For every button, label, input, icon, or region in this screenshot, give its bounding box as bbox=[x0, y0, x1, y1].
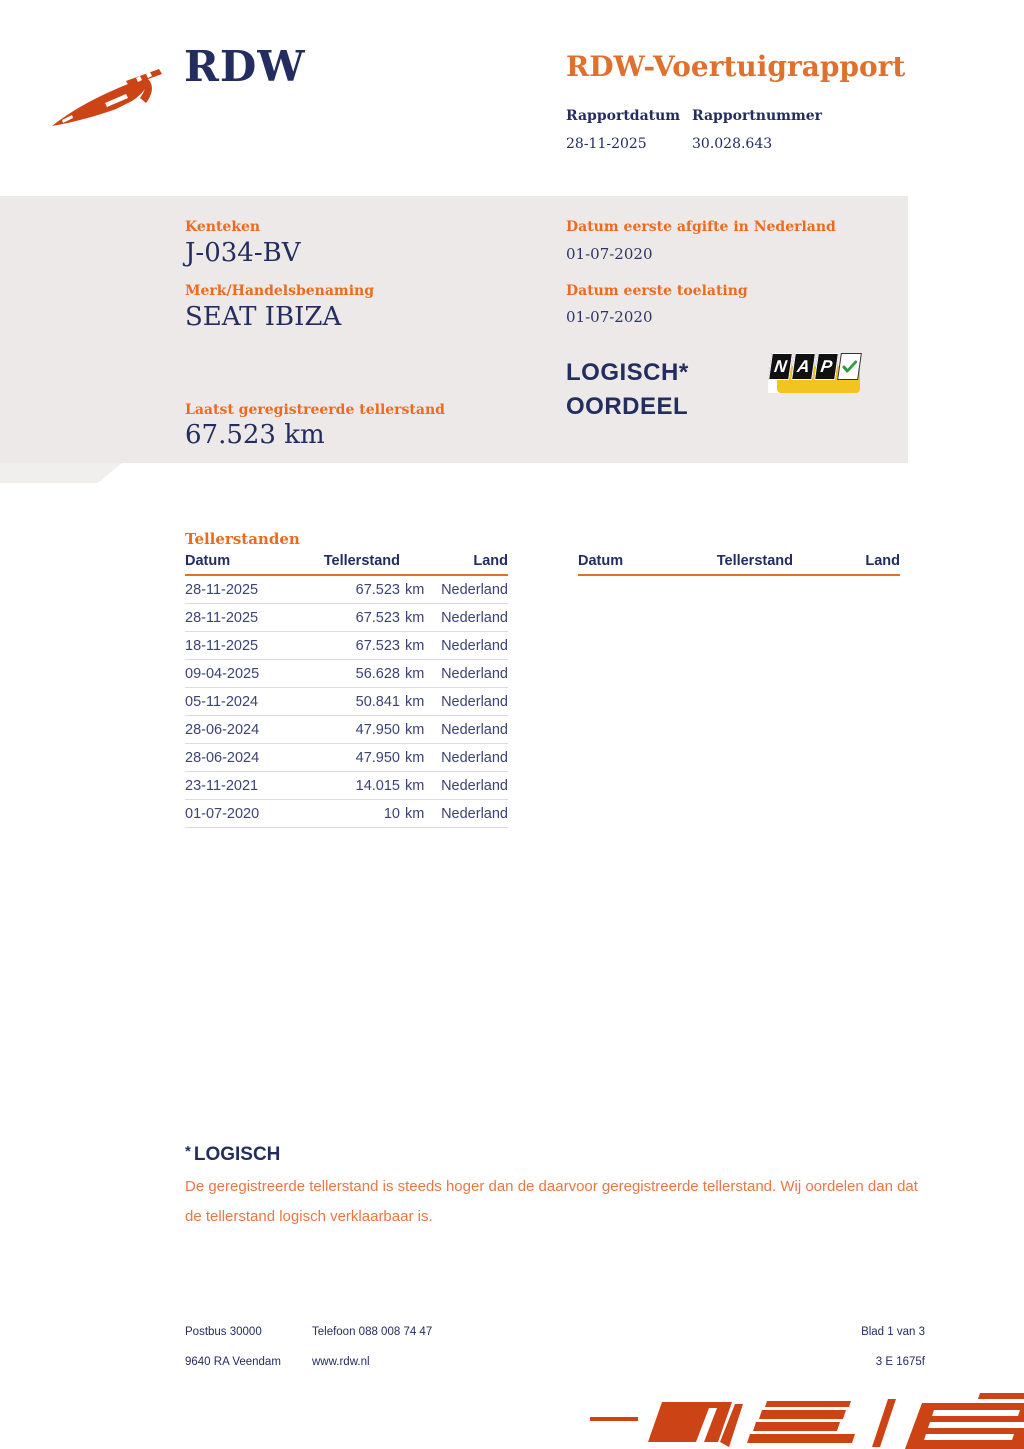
row-odometer-value: 67.523 bbox=[355, 609, 400, 626]
meter-table-row bbox=[185, 800, 508, 828]
meter-table-row bbox=[185, 716, 508, 744]
column-header-date: Datum bbox=[185, 553, 231, 569]
meter-table-header bbox=[185, 553, 508, 576]
first-issue-label: Datum eerste afgifte in Nederland bbox=[566, 219, 836, 235]
column-header-country: Land bbox=[473, 553, 508, 569]
first-issue-value: 01-07-2020 bbox=[566, 245, 653, 263]
row-country: Nederland bbox=[441, 581, 508, 598]
license-plate-label: Kenteken bbox=[185, 219, 261, 235]
meter-table-row bbox=[185, 632, 508, 660]
row-country: Nederland bbox=[441, 805, 508, 822]
row-odometer-unit: km bbox=[405, 721, 425, 738]
row-country: Nederland bbox=[441, 609, 508, 626]
nap-letter-p: P bbox=[814, 353, 839, 380]
column-header-date: Datum bbox=[578, 553, 624, 569]
row-odometer-unit: km bbox=[405, 805, 425, 822]
row-odometer-unit: km bbox=[405, 581, 425, 598]
column-header-value: Tellerstand bbox=[323, 553, 400, 569]
row-date: 28-06-2024 bbox=[185, 721, 260, 738]
row-date: 05-11-2024 bbox=[185, 693, 259, 710]
row-date: 23-11-2021 bbox=[185, 777, 259, 794]
row-odometer-unit: km bbox=[405, 693, 425, 710]
meter-table-header bbox=[578, 553, 900, 576]
report-number-value: 30.028.643 bbox=[692, 136, 773, 152]
row-country: Nederland bbox=[441, 721, 508, 738]
footer-address-line2: 9640 RA Veendam bbox=[185, 1356, 281, 1368]
rdw-wordmark: RDW bbox=[184, 42, 306, 91]
verdict-text bbox=[566, 356, 689, 424]
meter-table-row bbox=[185, 576, 508, 604]
row-odometer-unit: km bbox=[405, 609, 425, 626]
meter-table-row bbox=[185, 744, 508, 772]
footnote-asterisk: * bbox=[185, 1143, 191, 1160]
footnote-explanation: De geregistreerde tellerstand is steeds hoger dan de daarvoor geregistreerde tellerstand. Wij oordelen dan dat de tellerstand logisch verklaarbaar is. bbox=[185, 1178, 918, 1225]
footnote-title-text: LOGISCH bbox=[193, 1144, 281, 1165]
row-odometer-unit: km bbox=[405, 665, 425, 682]
row-odometer-unit: km bbox=[405, 777, 425, 794]
row-date: 28-06-2024 bbox=[185, 749, 260, 766]
meter-table-row bbox=[185, 688, 508, 716]
row-odometer-value: 67.523 bbox=[355, 581, 400, 598]
row-country: Nederland bbox=[441, 777, 508, 794]
row-odometer-unit: km bbox=[405, 637, 425, 654]
nap-letter-a: A bbox=[791, 353, 816, 380]
row-odometer-value: 47.950 bbox=[355, 721, 400, 738]
report-title: RDW-Voertuigrapport bbox=[566, 50, 906, 83]
meter-section-title: Tellerstanden bbox=[185, 530, 300, 548]
row-country: Nederland bbox=[441, 665, 508, 682]
row-country: Nederland bbox=[441, 637, 508, 654]
meter-table-row bbox=[185, 604, 508, 632]
footer-page-number: Blad 1 van 3 bbox=[861, 1326, 925, 1338]
report-number-block bbox=[692, 108, 822, 152]
rdw-speed-stripes-graphic bbox=[560, 1390, 1024, 1449]
row-date: 09-04-2025 bbox=[185, 665, 260, 682]
last-odometer-label: Laatst geregistreerde tellerstand bbox=[185, 402, 445, 418]
meter-table-primary bbox=[185, 553, 508, 828]
row-odometer-unit: km bbox=[405, 749, 425, 766]
report-date-block bbox=[566, 108, 680, 152]
column-header-value: Tellerstand bbox=[716, 553, 793, 569]
row-country: Nederland bbox=[441, 749, 508, 766]
first-admission-label: Datum eerste toelating bbox=[566, 283, 748, 299]
panel-corner-notch bbox=[0, 463, 122, 483]
footer-website: www.rdw.nl bbox=[312, 1356, 370, 1368]
vehicle-summary-panel bbox=[0, 196, 908, 463]
row-date: 01-07-2020 bbox=[185, 805, 260, 822]
report-date-label: Rapportdatum bbox=[566, 108, 681, 124]
meter-table-row bbox=[185, 772, 508, 800]
rdw-logo-icon bbox=[50, 58, 172, 130]
row-country: Nederland bbox=[441, 693, 508, 710]
license-plate-value: J-034-BV bbox=[185, 238, 301, 268]
row-date: 28-11-2025 bbox=[185, 581, 259, 598]
footer-address-line1: Postbus 30000 bbox=[185, 1326, 262, 1338]
verdict-line2: OORDEEL bbox=[566, 393, 689, 420]
row-odometer-value: 67.523 bbox=[355, 637, 400, 654]
row-odometer-value: 14.015 bbox=[355, 777, 400, 794]
column-header-country: Land bbox=[865, 553, 900, 569]
nap-logo-tiles bbox=[770, 353, 860, 380]
report-date-value: 28-11-2025 bbox=[566, 136, 647, 152]
meter-table-secondary bbox=[578, 553, 900, 576]
nap-letter-n: N bbox=[768, 353, 793, 380]
nap-checkmark-icon bbox=[837, 353, 862, 380]
meter-table-row bbox=[185, 660, 508, 688]
verdict-line1: LOGISCH* bbox=[566, 359, 689, 386]
nap-logo bbox=[768, 351, 862, 396]
row-date: 18-11-2025 bbox=[185, 637, 259, 654]
footer-phone: Telefoon 088 008 74 47 bbox=[312, 1326, 433, 1338]
row-odometer-value: 47.950 bbox=[355, 749, 400, 766]
row-odometer-value: 50.841 bbox=[355, 693, 400, 710]
row-odometer-value: 56.628 bbox=[355, 665, 400, 682]
row-odometer-value: 10 bbox=[383, 805, 400, 822]
first-admission-value: 01-07-2020 bbox=[566, 308, 653, 326]
report-number-label: Rapportnummer bbox=[692, 108, 823, 124]
footnote-title bbox=[185, 1143, 280, 1166]
row-date: 28-11-2025 bbox=[185, 609, 259, 626]
footer-form-code: 3 E 1675f bbox=[875, 1356, 925, 1368]
brand-label: Merk/Handelsbenaming bbox=[185, 283, 375, 299]
last-odometer-value: 67.523 km bbox=[185, 420, 325, 450]
brand-value: SEAT IBIZA bbox=[185, 302, 342, 332]
